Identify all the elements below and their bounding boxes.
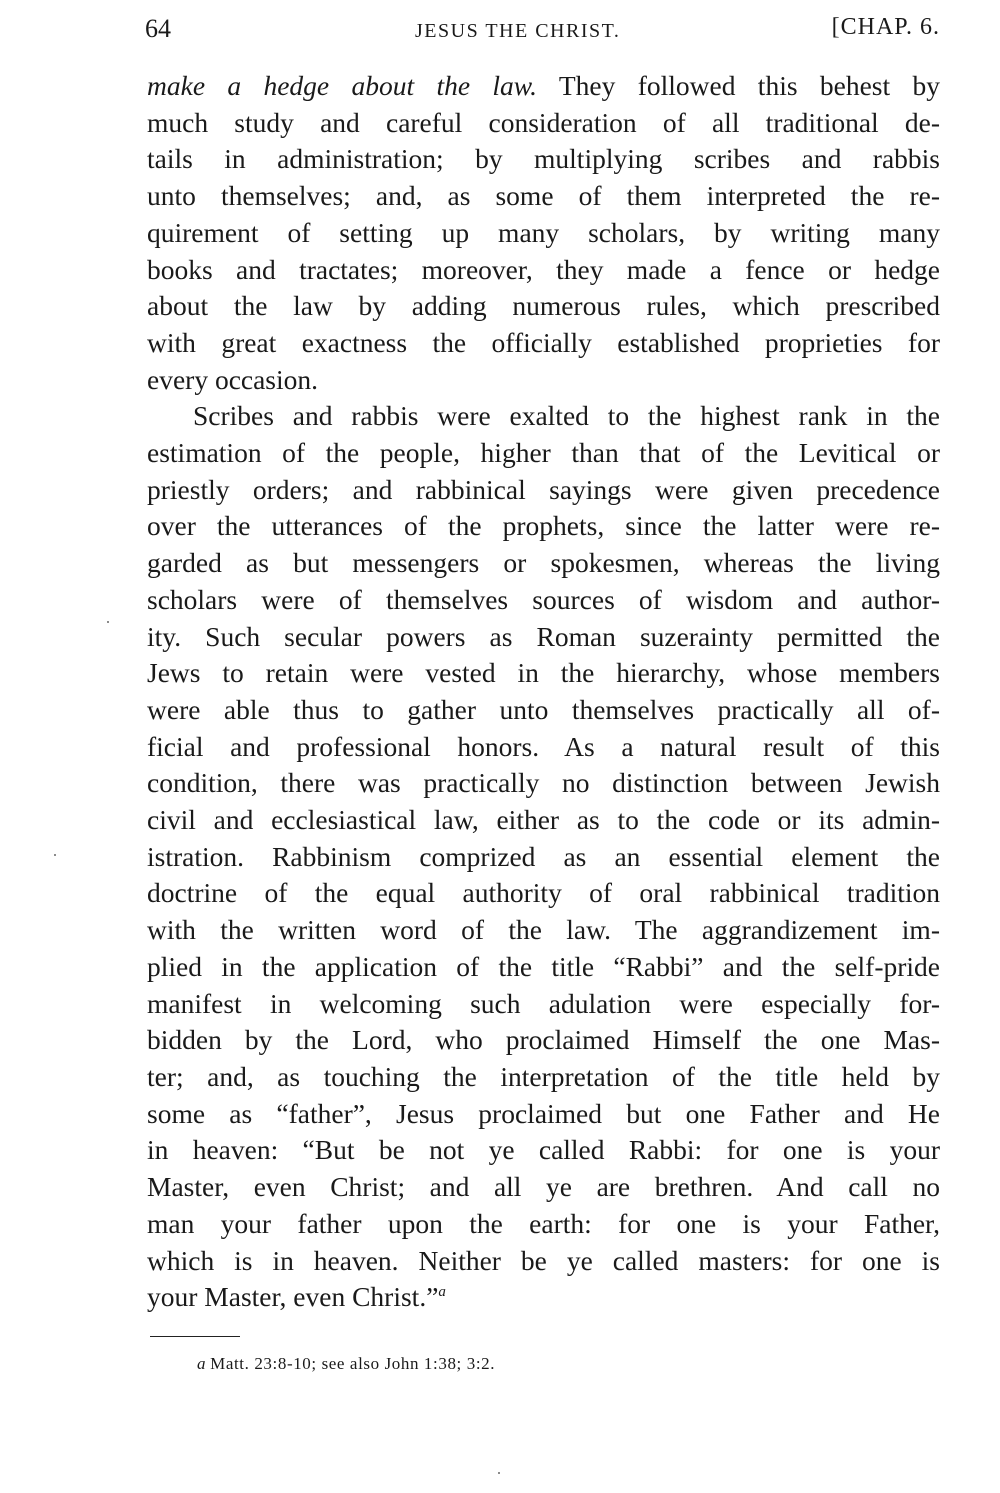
paragraph-1 [147,68,940,398]
italic-phrase: make a hedge about the law. [147,70,537,101]
text-line: man your father upon the earth: for one is your Father, [147,1207,940,1239]
paragraph-2 [147,398,940,1316]
scan-speck [54,854,56,856]
text-line: which is in heaven. Neither be ye called masters: for one is [147,1244,940,1276]
running-head [145,12,940,52]
text-line: Master, even Christ; and all ye are brethren. And call no [147,1171,940,1203]
text-line: books and tractates; moreover, they made a fence or hedge [147,253,940,285]
text-line: much study and careful consideration of all traditional de- [147,106,940,138]
text-line: istration. Rabbinism comprized as an essential element the [147,840,940,872]
text-line: ficial and professional honors. As a natural result of this [147,730,940,762]
text-line: scholars were of themselves sources of wisdom and author- [147,583,940,615]
footnote-reference[interactable]: a [438,1284,446,1301]
text-line: about the law by adding numerous rules, which prescribed [147,290,940,322]
text-line: doctrine of the equal authority of oral rabbinical tradition [147,877,940,909]
text-line: plied in the application of the title “Rabbi” and the self-pride [147,950,940,982]
text-line: condition, there was practically no distinction between Jewish [147,767,940,799]
text-line: were able thus to gather unto themselves practically all of- [147,693,940,725]
text-line: in heaven: “But be not ye called Rabbi: for one is your [147,1134,940,1166]
text-line: bidden by the Lord, who proclaimed Himself the one Mas- [147,1024,940,1056]
footnote [197,1354,495,1374]
footnote-text: Matt. 23:8-10; see also John 1:38; 3:2. [210,1354,496,1373]
text-line: civil and ecclesiastical law, either as to the code or its admin- [147,804,940,836]
text-line: with great exactness the officially established proprieties for [147,326,940,358]
scan-speck [107,621,109,623]
text-line: some as “father”, Jesus proclaimed but one Father and He [147,1097,940,1129]
text-line: manifest in welcoming such adulation were especially for- [147,987,940,1019]
text-line: your Master, even Christ.”$^a$ [147,1281,446,1313]
text-line: every occasion. [147,363,319,395]
footnote-divider [150,1336,240,1337]
running-title: JESUS THE CHRIST. [415,20,621,42]
page-number: 64 [145,14,171,43]
text-line: priestly orders; and rabbinical sayings were given precedence [147,473,940,505]
text-line: unto themselves; and, as some of them interpreted the re- [147,180,940,212]
footnote-marker: a [197,1354,207,1373]
text-line: ter; and, as touching the interpretation of the title held by [147,1060,940,1092]
text-line: garded as but messengers or spokesmen, whereas the living [147,547,940,579]
text-line: make a hedge about the law. They followed this behest by [147,70,940,101]
text-line: Scribes and rabbis were exalted to the highest rank in the [193,400,940,432]
body-text [147,68,940,1316]
chapter-reference: [CHAP. 6. [831,14,940,40]
text-line: Jews to retain were vested in the hierarchy, whose members [147,657,940,689]
text-line: over the utterances of the prophets, since the latter were re- [147,510,940,542]
scan-speck [498,1472,500,1474]
text-line: estimation of the people, higher than that of the Levitical or [147,437,940,469]
text-line: with the written word of the law. The aggrandizement im- [147,914,940,946]
text-line: quirement of setting up many scholars, by writing many [147,216,940,248]
text-line: tails in administration; by multiplying scribes and rabbis [147,143,940,175]
text-line: ity. Such secular powers as Roman suzerainty permitted the [147,620,940,652]
